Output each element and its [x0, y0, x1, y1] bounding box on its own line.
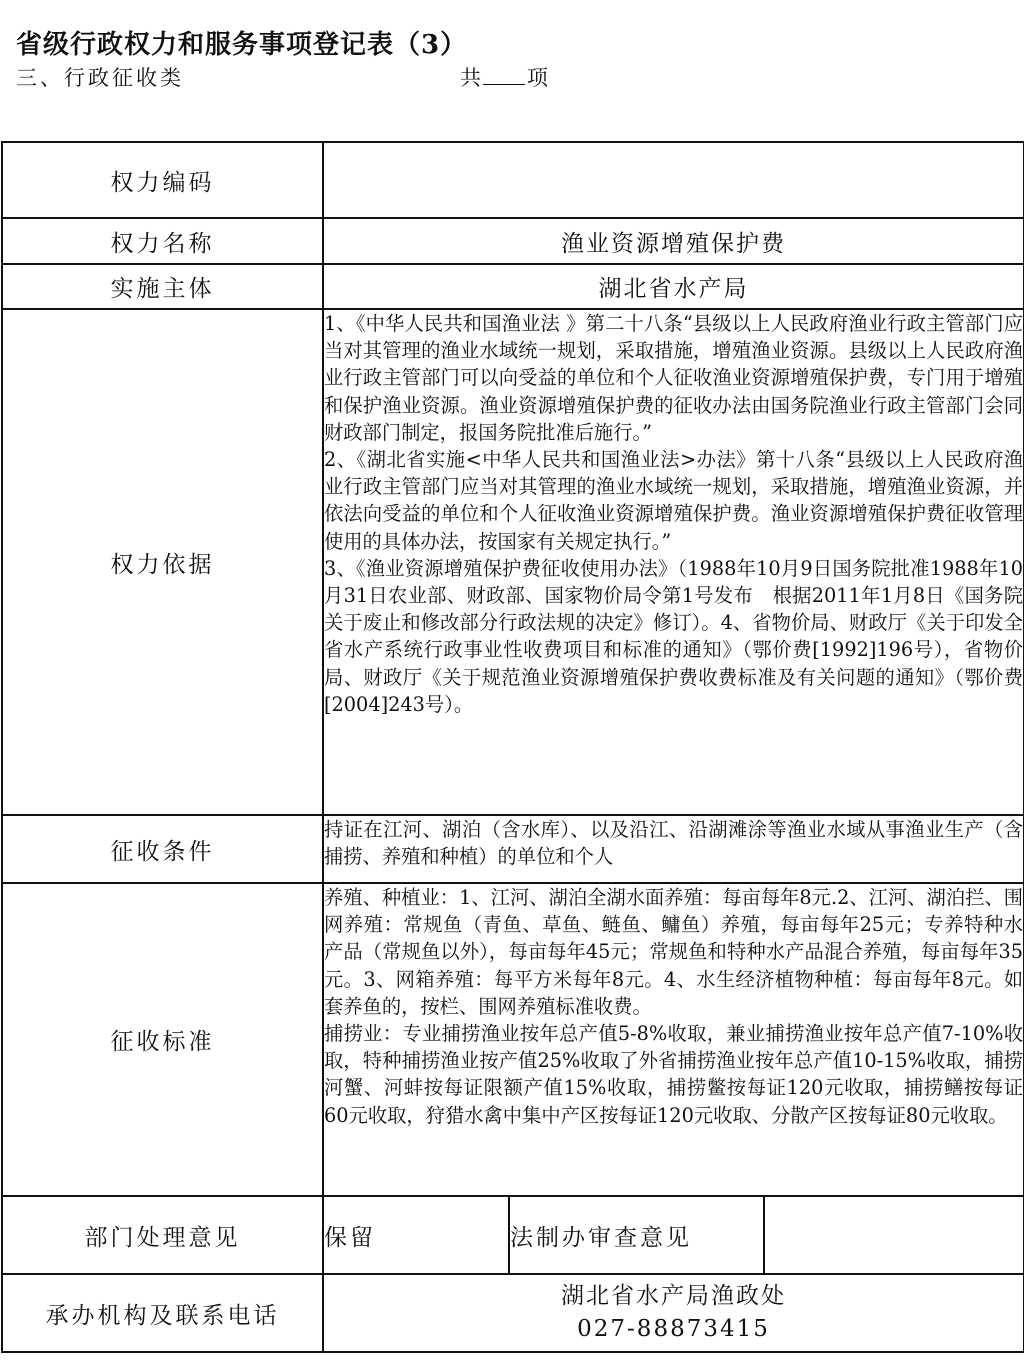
basis-text [323, 309, 1024, 815]
subject-value: 湖北省水产局 [323, 264, 1024, 309]
registration-table [1, 141, 1024, 1353]
count-suffix: 项 [527, 66, 548, 90]
basis-paragraph-2: 2、《湖北省实施<中华人民共和国渔业法>办法》第十八条“县级以上人民政府渔业行政主管部门应当对其管理的渔业水域统一规划，采取措施，增殖渔业资源，并依法向受益的单位和个人征收渔业资源增殖保护费。渔业资源增殖保护费征收管理使用的具体办法，按国家有关规定执行。” [324, 448, 1024, 553]
table-row [2, 1274, 1024, 1352]
contact-phone: 027-88873415 [577, 1316, 770, 1342]
contact-value [323, 1274, 1024, 1352]
standard-label: 征收标准 [2, 883, 323, 1196]
table-row [2, 309, 1024, 815]
count-prefix: 共 [460, 66, 481, 90]
opinion-label: 部门处理意见 [2, 1196, 323, 1274]
contact-label: 承办机构及联系电话 [2, 1274, 323, 1352]
review-label: 法制办审查意见 [509, 1196, 764, 1274]
power-code-label: 权力编码 [2, 142, 323, 218]
table-row [2, 1196, 1024, 1274]
contact-org: 湖北省水产局渔政处 [561, 1283, 787, 1309]
standard-paragraph-1: 养殖、种植业：1、江河、湖泊全湖水面养殖：每亩每年8元.2、江河、湖泊拦、围网养殖：常规鱼（青鱼、草鱼、鲢鱼、鳙鱼）养殖，每亩每年25元；专养特种水产品（常规鱼以外），每亩每年45元；常规鱼和特种水产品混合养殖，每亩每年35元。3、网箱养殖：每平方米每年8元。4、水生经济植物种植：每亩每年8元。如套养鱼的，按栏、围网养殖标准收费。 [324, 886, 1024, 1018]
subject-label: 实施主体 [2, 264, 323, 309]
conditions-label: 征收条件 [2, 815, 323, 883]
power-name-value: 渔业资源增殖保护费 [323, 218, 1024, 264]
basis-paragraph-1: 1、《中华人民共和国渔业法 》第二十八条“县级以上人民政府渔业行政主管部门应当对其管理的渔业水域统一规划，采取措施，增殖渔业资源。县级以上人民政府渔业行政主管部门可以向受益的单位和个人征收渔业资源增殖保护费，专门用于增殖和保护渔业资源。渔业资源增殖保护费的征收办法由国务院渔业行政主管部门会同财政部门制定，报国务院批准后施行。” [324, 312, 1024, 444]
table-row [2, 142, 1024, 218]
standard-text [323, 883, 1024, 1196]
opinion-value: 保留 [323, 1196, 509, 1274]
table-row [2, 218, 1024, 264]
count-blank [483, 64, 525, 85]
standard-paragraph-2: 捕捞业：专业捕捞渔业按年总产值5-8%收取，兼业捕捞渔业按年总产值7-10%收取，特种捕捞渔业按产值25%收取了外省捕捞渔业按年总产值10-15%收取，捕捞河蟹、河蚌按每证限额产值15%收取，捕捞鳖按每证120元收取，捕捞鳝按每证60元收取，狩猎水禽中集中产区按每证120元收取、分散产区按每证80元收取。 [324, 1022, 1024, 1127]
power-code-value [323, 142, 1024, 218]
review-value [764, 1196, 1024, 1274]
page-title: 省级行政权力和服务事项登记表（3） [16, 30, 468, 60]
item-count [460, 62, 548, 92]
power-name-label: 权力名称 [2, 218, 323, 264]
basis-label: 权力依据 [2, 309, 323, 815]
table-row [2, 883, 1024, 1196]
basis-paragraph-3: 3、《渔业资源增殖保护费征收使用办法》（1988年10月9日国务院批准1988年10月31日农业部、财政部、国家物价局令第1号发布 根据2011年1月8日《国务院关于废止和修改部分行政法规的决定》修订）。4、省物价局、财政厅《关于印发全省水产系统行政事业性收费项目和标准的通知》（鄂价费[1992]196号），省物价局、财政厅《关于规范渔业资源增殖保护费收费标准及有关问题的通知》（鄂价费[2004]243号）。 [324, 556, 1024, 716]
category-label: 三、行政征收类 [16, 66, 184, 90]
table-row [2, 815, 1024, 883]
table-row [2, 264, 1024, 309]
conditions-text: 持证在江河、湖泊（含水库）、以及沿江、沿湖滩涂等渔业水域从事渔业生产（含捕捞、养殖和种植）的单位和个人 [323, 815, 1024, 883]
